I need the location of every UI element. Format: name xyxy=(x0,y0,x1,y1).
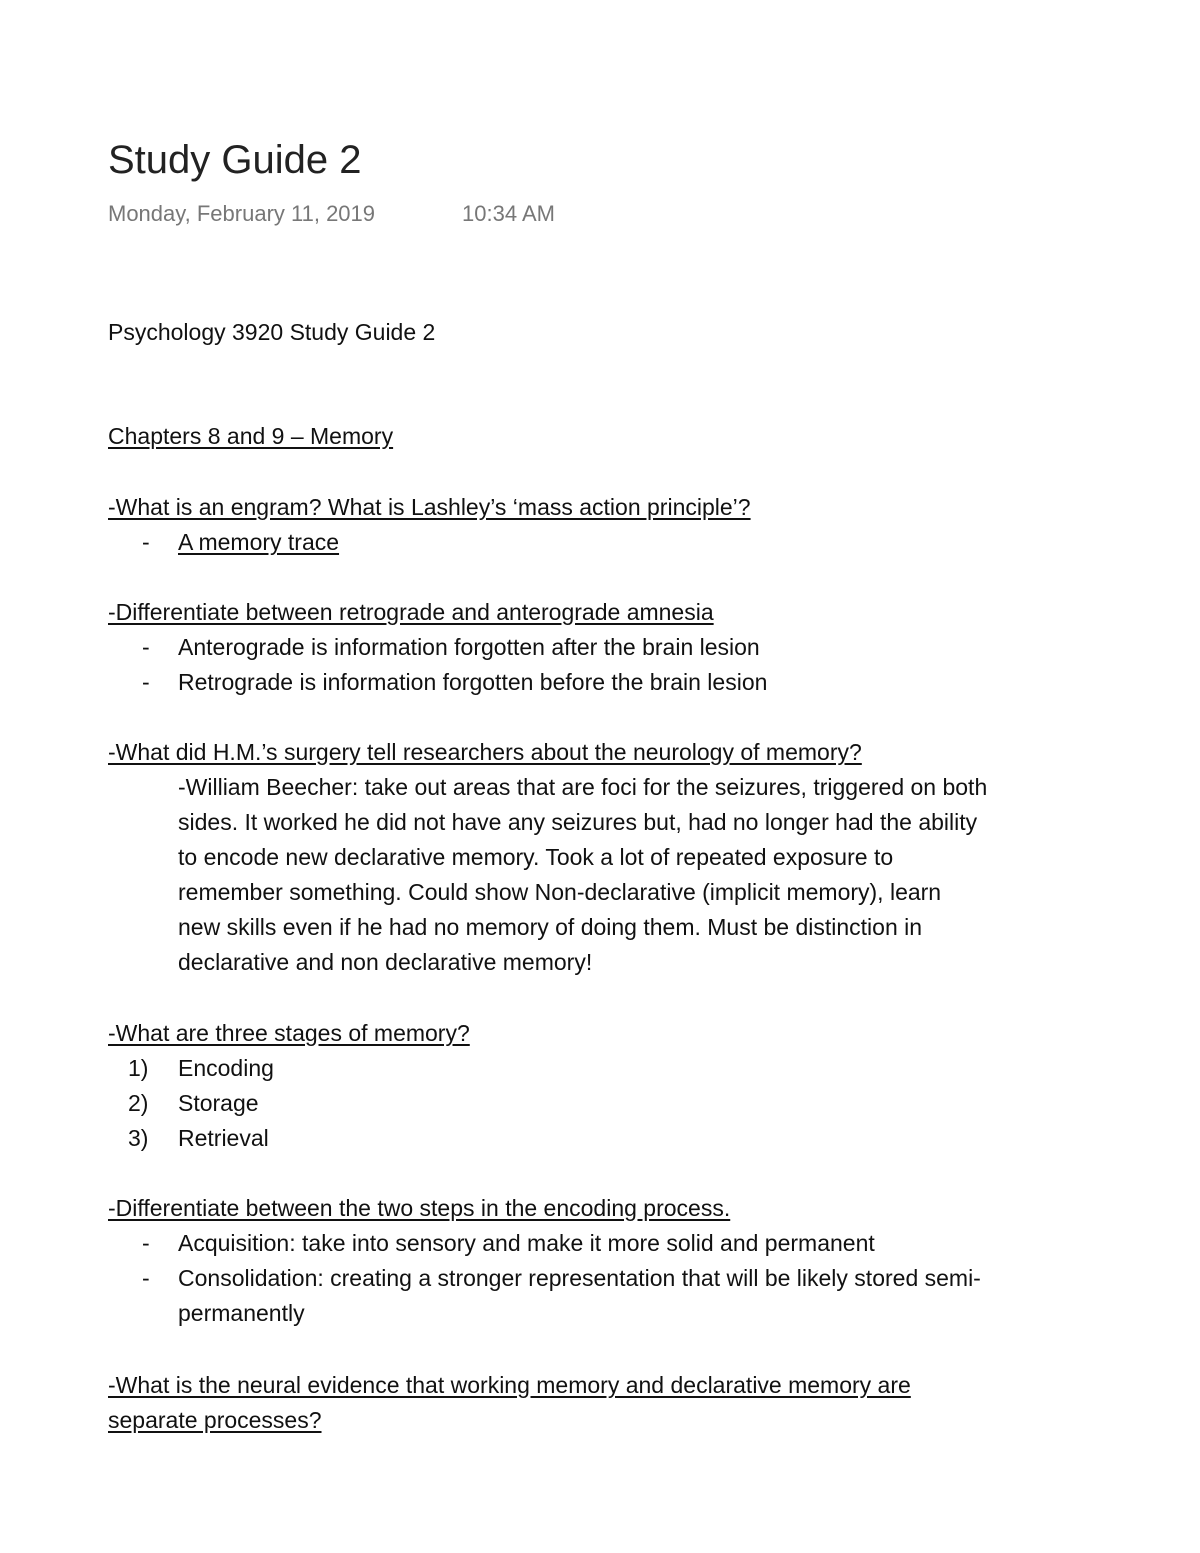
list-number: 1) xyxy=(128,1055,149,1081)
list-item: Encoding xyxy=(178,1055,274,1081)
course-title: Psychology 3920 Study Guide 2 xyxy=(108,319,436,345)
answer-retrograde: Retrograde is information forgotten before the brain lesion xyxy=(178,669,768,695)
paragraph-line: remember something. Could show Non-declarative (implicit memory), learn xyxy=(178,879,942,905)
question-neural-evidence-continued: separate processes? xyxy=(108,1407,322,1433)
question-hm-surgery: -What did H.M.’s surgery tell researchers about the neurology of memory? xyxy=(108,739,862,765)
answer-anterograde: Anterograde is information forgotten after the brain lesion xyxy=(178,634,760,660)
question-engram: -What is an engram? What is Lashley’s ‘mass action principle’? xyxy=(108,494,751,520)
paragraph-line: new skills even if he had no memory of doing them. Must be distinction in xyxy=(178,914,923,940)
answer-consolidation-continued: permanently xyxy=(178,1300,305,1326)
note-date: Monday, February 11, 2019 xyxy=(108,201,376,226)
paragraph-line: sides. It worked he did not have any seizures but, had no longer had the ability xyxy=(178,809,978,835)
page-title: Study Guide 2 xyxy=(108,138,362,182)
question-amnesia: -Differentiate between retrograde and anterograde amnesia xyxy=(108,599,714,625)
list-item: Storage xyxy=(178,1090,259,1116)
question-neural-evidence: -What is the neural evidence that working memory and declarative memory are xyxy=(108,1372,911,1398)
question-encoding-steps: -Differentiate between the two steps in the encoding process. xyxy=(108,1195,731,1221)
bullet-marker: - xyxy=(142,634,150,660)
answer-acquisition: Acquisition: take into sensory and make it more solid and permanent xyxy=(178,1230,875,1256)
paragraph-line: to encode new declarative memory. Took a lot of repeated exposure to xyxy=(178,844,894,870)
list-number: 3) xyxy=(128,1125,149,1151)
answer-consolidation: Consolidation: creating a stronger representation that will be likely stored semi- xyxy=(178,1265,981,1291)
bullet-marker: - xyxy=(142,529,150,555)
paragraph-line: declarative and non declarative memory! xyxy=(178,949,593,975)
list-number: 2) xyxy=(128,1090,149,1116)
question-memory-stages: -What are three stages of memory? xyxy=(108,1020,470,1046)
section-heading: Chapters 8 and 9 – Memory xyxy=(108,423,394,449)
note-time: 10:34 AM xyxy=(462,201,555,226)
bullet-marker: - xyxy=(142,1265,150,1291)
list-item: Retrieval xyxy=(178,1125,269,1151)
paragraph-line: -William Beecher: take out areas that are foci for the seizures, triggered on both xyxy=(178,774,988,800)
bullet-marker: - xyxy=(142,669,150,695)
answer-engram: A memory trace xyxy=(178,529,340,555)
bullet-marker: - xyxy=(142,1230,150,1256)
